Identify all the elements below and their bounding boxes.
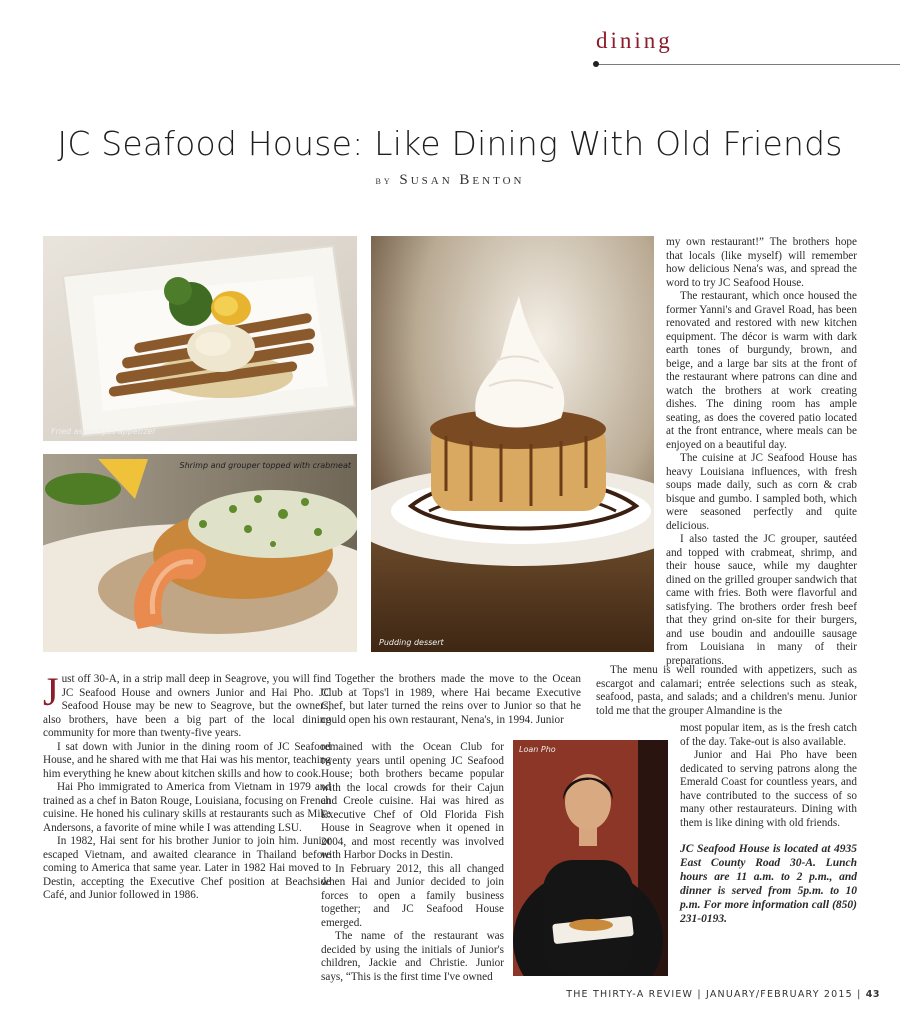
page-number: 43 <box>865 989 880 1000</box>
left-column <box>43 669 331 903</box>
shrimp-caption: Shrimp and grouper topped with crabmeat <box>179 461 351 470</box>
paragraph: Hai Pho immigrated to America from Vietnam in 1979 and trained as a chef in Baton Rouge, Louisiana, focusing on French cuisine. He honed his culinary skills at restaurants such as Mike Andersons, a favorite of mine while I was attending LSU. <box>43 781 331 834</box>
middle-column <box>321 673 581 727</box>
portrait-photo <box>513 740 668 976</box>
paragraph: most popular item, as is the fresh catch of the day. Take-out is also available. <box>680 722 857 748</box>
article-title: JC Seafood House: Like Dining With Old Friends <box>57 124 843 163</box>
paragraph: remained with the Ocean Club for twenty years until opening JC Seafood House; both brothers became popular with the local crowds for their Cajun and Creole cuisine. Hai was hired as Executive Chef of Old Florida Fish House in Seagrove when it opened in 2004, and most recently was involved with Harbor Docks in Destin. <box>321 741 504 861</box>
section-tag: dining <box>596 28 673 53</box>
portrait-caption: Loan Pho <box>519 745 556 754</box>
paragraph: In 1982, Hai sent for his brother Junior to join him. Junior escaped Vietnam, and awaited clearance in Thailand before coming to America that same year. Later in 1982 Hai moved to Destin, accepting the Executive Chef position at Beachside Café, and Junior followed in 1986. <box>43 835 331 901</box>
restaurant-info: JC Seafood House is located at 4935 East County Road 30-A. Lunch hours are 11 a.m. to 2 p.m., and dinner is served from 5p.m. to 10 p.m. For more information call (850) 231-0193. <box>680 843 857 925</box>
paragraph: I sat down with Junior in the dining room of JC Seafood House, and he shared with me that Hai was his mentor, teaching him everything he knew about kitchen skills and how to cook. <box>43 740 331 780</box>
byline-author: Susan Benton <box>399 172 525 188</box>
middle-column-narrow <box>321 741 504 984</box>
paragraph: Just off 30-A, in a strip mall deep in Seagrove, you will find JC Seafood House and owners Junior and Hai Pho. JC Seafood House may be new to Seagrove, but the owners, also brothers, have been a big part of the local dining community for more than twenty-five years. <box>43 669 331 739</box>
paragraph: Together the brothers made the move to the Ocean Club at Tops'l in 1989, where Hai became Executive Chef, but later turned the reins over to Junior so that he could open his own restaurant, Nena's, in 1994. Junior <box>321 673 581 726</box>
paragraph: The cuisine at JC Seafood House has heavy Louisiana influences, with fresh soups made daily, such as corn & crab bisque and gumbo. I sampled both, which were seasoned perfectly and quite delicious. <box>666 452 857 532</box>
paragraph: The restaurant, which once housed the former Yanni's and Gravel Road, has been renovated and restored with new kitchen equipment. The décor is warm with dark earth tones of burgundy, brown, and beige, and a large bar sits at the front of the restaurant where patrons can dine and watch the brothers at work creating dishes. The dining room has ample seating, as does the covered patio located at the front entrance, where meals can be enjoyed on a beautiful day. <box>666 290 857 451</box>
paragraph: In February 2012, this all changed when Hai and Junior decided to join forces to open a family business together; and JC Seafood House emerged. <box>321 862 504 929</box>
drop-cap: J <box>43 669 59 714</box>
paragraph: The menu is well rounded with appetizers, such as escargot and calamari; entrée selections such as steak, seafood, pasta, and salads; and a children's menu. Junior told me that the grouper Almandine is the <box>596 664 857 717</box>
paragraph: I also tasted the JC grouper, sautéed and topped with crabmeat, shrimp, and their house sauce, while my daughter dined on the grilled grouper sandwich that came with fries. Both were flavorful and satisfying. The brothers order fresh beef that they grind on-site for their burgers, and use boudin and andouille sausage from Louisiana in many of their preparations. <box>666 533 857 667</box>
paragraph: The name of the restaurant was decided by using the initials of Junior's children, Jackie and Christie. Junior says, “This is the first time I've owned <box>321 930 504 983</box>
asparagus-photo <box>43 236 357 441</box>
asparagus-caption: Fried asparagus appetizer <box>51 427 156 436</box>
publication-name: THE THIRTY-A REVIEW | JANUARY/FEBRUARY 2015 | <box>566 989 862 1000</box>
shrimp-photo <box>43 454 357 652</box>
byline-by: by <box>375 173 393 187</box>
right-column <box>666 236 857 668</box>
pudding-caption: Pudding dessert <box>379 638 444 647</box>
right-column-lower <box>680 722 857 926</box>
header-rule-dot <box>593 61 599 67</box>
right-column-wide <box>596 664 857 718</box>
page-footer <box>566 989 880 1000</box>
byline <box>0 172 900 189</box>
paragraph: Junior and Hai Pho have been dedicated to serving patrons along the Emerald Coast for countless years, and have contributed to the success of so many other restaurateurs. Dining with them is like dining with old friends. <box>680 749 857 829</box>
pudding-photo <box>371 236 654 652</box>
header-rule <box>596 64 900 65</box>
paragraph: my own restaurant!” The brothers hope that locals (like myself) will remember how delicious Nena's was, and spread the word to try JC Seafood House. <box>666 236 857 289</box>
